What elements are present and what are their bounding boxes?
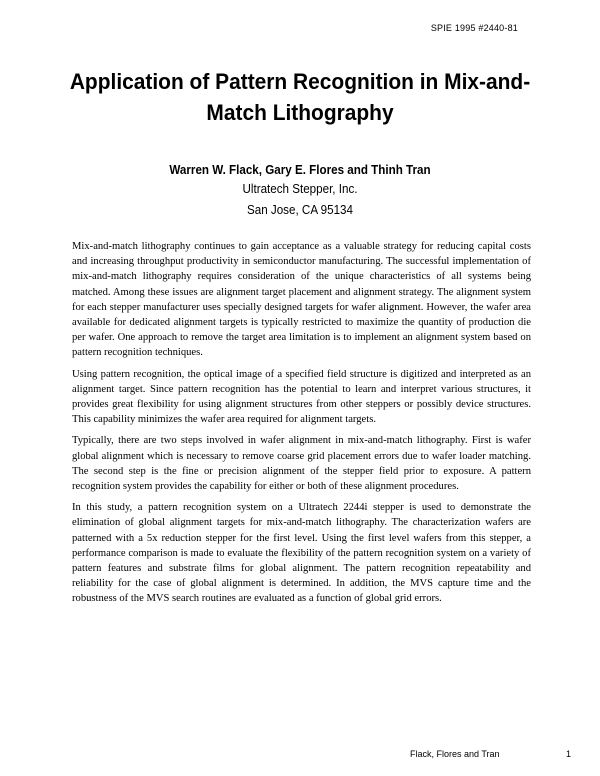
paragraph: Mix-and-match lithography continues to gain acceptance as a valuable strategy for reducing capital costs and increasing throughput productivity in semiconductor manufacturing. The successful implementation of mix-and-match lithography requires consideration of the unique characteristics of all systems being matched. Among these issues are alignment target placement and alignment strategy. The alignment system for each stepper manufacturer uses specially designed targets for wafer alignment. However, the wafer area available for dedicated alignment targets is typically restricted to maximize the quantity of production die per wafer. One approach to remove the target area limitation is to implement an alignment system based on pattern recognition techniques. <box>72 241 531 359</box>
author-list: Warren W. Flack, Gary E. Flores and Thinh Tran <box>169 163 431 177</box>
paragraph: Using pattern recognition, the optical image of a specified field structure is digitized and interpreted as an alignment target. Since pattern recognition has the potential to learn and interpret various structures, it provides great flexibility for using alignment structures from other steppers or possibly device structures. This capability minimizes the wafer area required for alignment targets. <box>72 368 531 426</box>
paper-title <box>58 66 542 128</box>
footer-authors: Flack, Flores and Tran <box>410 749 500 759</box>
page-number: 1 <box>566 749 572 759</box>
affiliation-organization: Ultratech Stepper, Inc. <box>242 182 358 196</box>
conference-reference: SPIE 1995 #2440-81 <box>430 23 518 33</box>
paragraph: Typically, there are two steps involved in wafer alignment in mix-and-match lithography. First is wafer global alignment which is necessary to remove coarse grid placement errors due to wafer loader matching. The second step is the fine or precision alignment of the stepper field prior to exposure. A pattern recognition system provides the capability for either or both of these alignment procedures. <box>72 435 531 493</box>
paragraph: In this study, a pattern recognition system on a Ultratech 2244i stepper is used to demonstrate the elimination of global alignment targets for mix-and-match lithography. The characterization wafers are patterned with a 5x reduction stepper for the first level. Using the first level wafers from this stepper, a performance comparison is made to evaluate the flexibility of the pattern recognition system on a variety of pattern features and substrate films for global alignment. The pattern recognition repeatability and reliability for the case of global alignment is determined. In addition, the MVS capture time and the robustness of the MVS search routines are evaluated as a function of global grid errors. <box>72 502 531 605</box>
abstract-body <box>72 239 531 613</box>
paper-title-line-2: Match Lithography <box>206 100 394 125</box>
affiliation-location: San Jose, CA 95134 <box>246 203 353 217</box>
paper-title-line-1: Application of Pattern Recognition in Mix-and- <box>69 69 531 94</box>
